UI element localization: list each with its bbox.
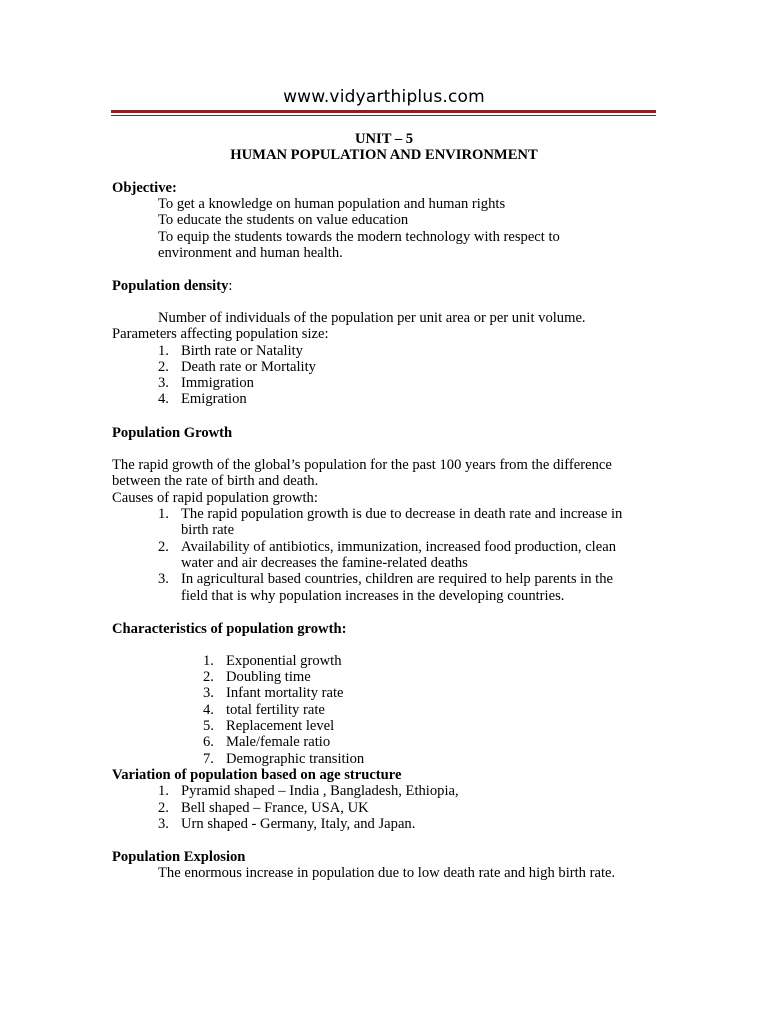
characteristics-heading: Characteristics of population growth: — [112, 621, 347, 637]
characteristic-text: Exponential growth — [226, 653, 342, 669]
objective-line: To equip the students towards the modern technology with respect to — [158, 229, 560, 245]
characteristic-number: 5. — [203, 718, 214, 734]
characteristic-number: 4. — [203, 702, 214, 718]
characteristic-number: 6. — [203, 734, 214, 750]
characteristic-text: Replacement level — [226, 718, 335, 734]
header-rule-thick — [111, 110, 656, 113]
density-heading-line — [112, 278, 232, 295]
age-structure-text: Urn shaped - Germany, Italy, and Japan. — [181, 816, 416, 832]
explosion-heading: Population Explosion — [112, 849, 246, 865]
cause-line: The rapid population growth is due to decrease in death rate and increase in — [181, 506, 623, 522]
header-rule-thin — [111, 115, 656, 116]
param-text: Death rate or Mortality — [181, 359, 316, 375]
age-structure-number: 2. — [158, 800, 169, 816]
param-number: 3. — [158, 375, 169, 391]
growth-paragraph-line: between the rate of birth and death. — [112, 473, 319, 489]
density-definition: Number of individuals of the population per unit area or per unit volume. — [158, 310, 586, 326]
param-text: Emigration — [181, 391, 247, 407]
site-url-header: www.vidyarthiplus.com — [283, 87, 485, 107]
cause-line: birth rate — [181, 522, 235, 538]
param-text: Immigration — [181, 375, 254, 391]
param-number: 4. — [158, 391, 169, 407]
age-structure-heading: Variation of population based on age structure — [112, 767, 402, 783]
objective-line: environment and human health. — [158, 245, 343, 261]
cause-number: 3. — [158, 571, 169, 587]
characteristic-text: Infant mortality rate — [226, 685, 344, 701]
cause-line: field that is why population increases in the developing countries. — [181, 588, 565, 604]
explosion-text: The enormous increase in population due to low death rate and high birth rate. — [158, 865, 616, 881]
characteristic-text: Demographic transition — [226, 751, 365, 767]
characteristic-text: Doubling time — [226, 669, 311, 685]
characteristic-number: 3. — [203, 685, 214, 701]
unit-title: HUMAN POPULATION AND ENVIRONMENT — [230, 147, 538, 163]
params-intro: Parameters affecting population size: — [112, 326, 329, 342]
unit-number: UNIT – 5 — [354, 131, 414, 147]
age-structure-number: 3. — [158, 816, 169, 832]
characteristic-number: 2. — [203, 669, 214, 685]
density-heading-colon: : — [228, 278, 233, 294]
objective-line: To get a knowledge on human population and human rights — [158, 196, 506, 212]
characteristic-text: Male/female ratio — [226, 734, 331, 750]
objective-heading: Objective: — [112, 180, 177, 196]
age-structure-number: 1. — [158, 783, 169, 799]
param-text: Birth rate or Natality — [181, 343, 303, 359]
cause-line: In agricultural based countries, children are required to help parents in the — [181, 571, 613, 587]
cause-number: 2. — [158, 539, 169, 555]
param-number: 2. — [158, 359, 169, 375]
param-number: 1. — [158, 343, 169, 359]
growth-heading: Population Growth — [112, 425, 233, 441]
density-heading: Population density — [112, 278, 229, 294]
cause-line: water and air decreases the famine-related deaths — [181, 555, 468, 571]
causes-intro: Causes of rapid population growth: — [112, 490, 318, 506]
characteristic-text: total fertility rate — [226, 702, 325, 718]
age-structure-text: Pyramid shaped – India , Bangladesh, Ethiopia, — [181, 783, 459, 799]
age-structure-text: Bell shaped – France, USA, UK — [181, 800, 369, 816]
objective-line: To educate the students on value education — [158, 212, 409, 228]
characteristic-number: 7. — [203, 751, 214, 767]
characteristic-number: 1. — [203, 653, 214, 669]
growth-paragraph-line: The rapid growth of the global’s population for the past 100 years from the difference — [112, 457, 612, 473]
cause-line: Availability of antibiotics, immunization, increased food production, clean — [181, 539, 616, 555]
cause-number: 1. — [158, 506, 169, 522]
